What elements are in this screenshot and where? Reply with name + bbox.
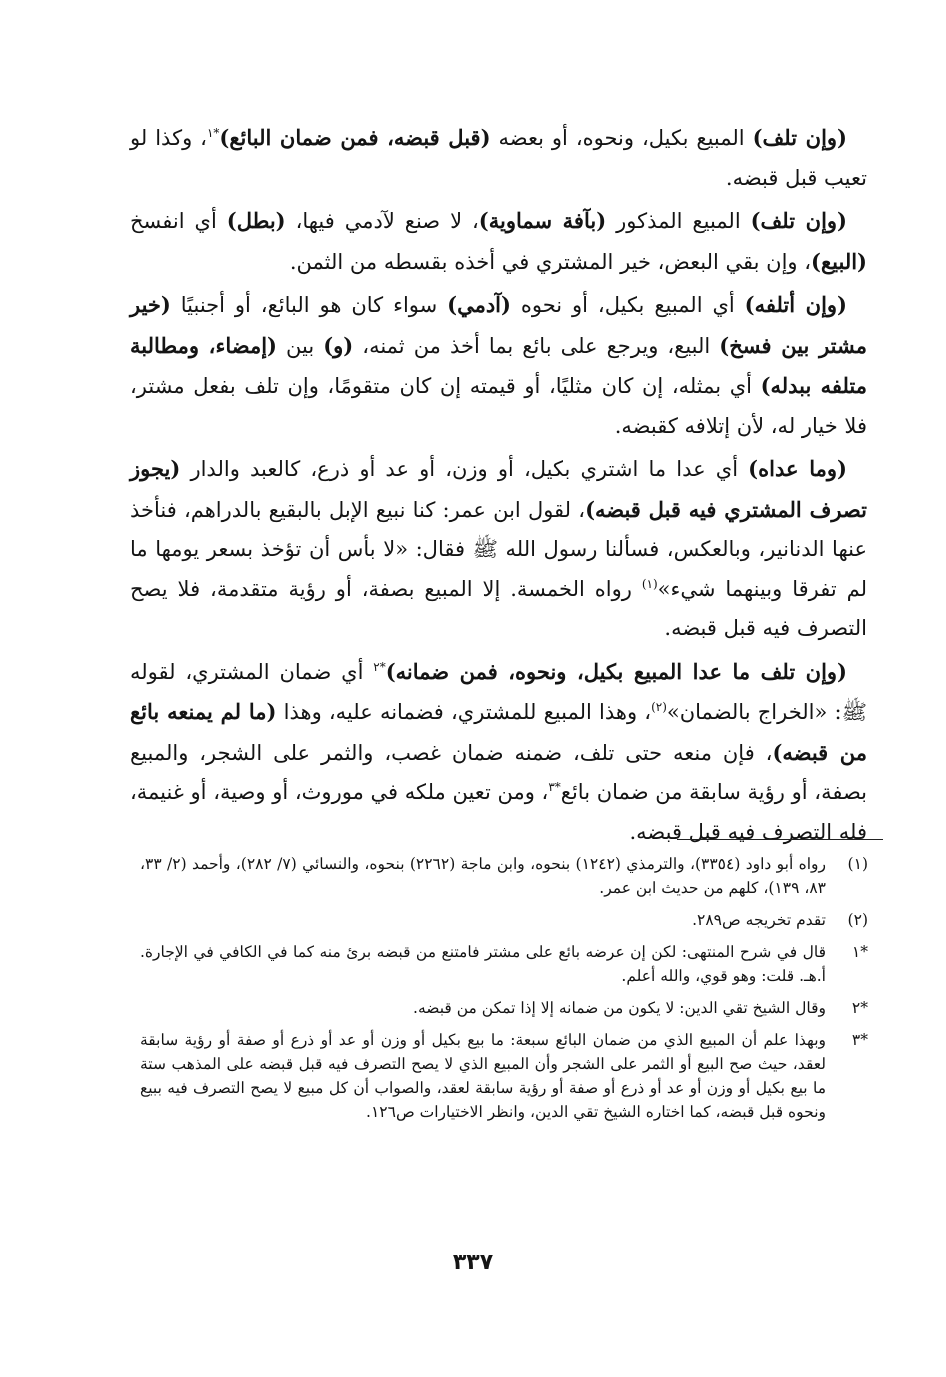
footnote-text: قال في شرح المنتهى: لكن إن عرضه بائع على مشتر فامتنع من قبضه برئ منه كما في الكافي في الإجارة. أ.هـ. قلت: وهو قوي، والله أعلم. bbox=[140, 943, 826, 985]
sharh-text: أي ضمان المشتري، لقوله ﷺ: «الخراج بالضمان» bbox=[130, 659, 867, 724]
note-reference: *١ bbox=[206, 126, 220, 140]
sharh-text: أي بمثله، إن كان مثليًا، أو قيمته إن كان متقومًا، وإن تلف بفعل مشتر، فلا خيار له، لأن إتلافه كقبضه. bbox=[130, 374, 867, 438]
matn-text: (إمضاء، ومطالبة متلفه ببدله) bbox=[130, 332, 867, 398]
sharh-text: رواه الخمسة. إلا المبيع بصفة، أو رؤية متقدمة، فلا يصح التصرف فيه قبل قبضه. bbox=[130, 576, 867, 640]
paragraph bbox=[130, 201, 867, 282]
paragraph bbox=[130, 652, 867, 853]
sharh-text: البيع، ويرجع على بائع بما أخذ من ثمنه، bbox=[353, 333, 720, 358]
sharh-text: المبيع المذكور bbox=[606, 209, 751, 233]
footnotes bbox=[140, 852, 876, 1132]
sharh-text: ، وكذا لو تعيب قبل قبضه. bbox=[130, 126, 867, 190]
matn-text: (وإن أتلفه) bbox=[744, 292, 847, 317]
footnote-mark: *١ bbox=[851, 943, 868, 961]
footnote-mark: (١) bbox=[847, 855, 868, 873]
sharh-text: أي انفسخ bbox=[130, 209, 227, 233]
sharh-text: المبيع بكيل، ونحوه، أو بعضه bbox=[490, 126, 753, 150]
matn-text: (وإن تلف ما عدا المبيع بكيل، ونحوه، فمن ضمانه) bbox=[385, 658, 847, 684]
sharh-text: ، وهذا المبيع للمشتري، فضمانه عليه، وهذا bbox=[276, 700, 652, 724]
note-reference: *٢ bbox=[373, 659, 386, 674]
sharh-text: سواء كان هو البائع، أو أجنبيًا bbox=[170, 293, 448, 317]
matn-text: (البيع) bbox=[811, 248, 867, 274]
paragraph bbox=[130, 285, 867, 446]
matn-text: (وإن تلف) bbox=[750, 208, 847, 233]
sharh-text: ، فإن منعه حتى تلف، ضمنه ضمان غصب، والثمر على الشجر، والمبيع بصفة، أو رؤية سابقة من ضمان بائع bbox=[130, 740, 868, 804]
footnote bbox=[140, 908, 876, 932]
main-text bbox=[130, 118, 867, 855]
sharh-text: ، وإن بقي البعض، خير المشتري في أخذه بقسطه من الثمن. bbox=[289, 249, 812, 274]
footnote bbox=[140, 996, 876, 1020]
footnote-mark: (٢) bbox=[847, 911, 868, 929]
matn-text: (وإن تلف) bbox=[752, 125, 847, 150]
matn-text: (بطل) bbox=[226, 208, 286, 233]
sharh-text: ، ومن تعين ملكه في موروث، أو وصية، أو غنيمة، فله التصرف فيه قبل قبضه. bbox=[130, 780, 867, 844]
matn-text: (خير مشتر بين فسخ) bbox=[130, 292, 867, 358]
sharh-text: ، لقول ابن عمر: كنا نبيع الإبل بالبقيع بالدراهم، فنأخذ عنها الدنانير، وبالعكس، فسألنا رسول الله ﷺ فقال: «لا بأس أن تؤخذ بسعر يومها ما لم تفرقا وبينهما شيء» bbox=[130, 497, 868, 601]
note-reference: (١) bbox=[641, 576, 658, 591]
paragraph bbox=[130, 118, 867, 198]
sharh-text: بين bbox=[276, 333, 324, 358]
footnote bbox=[140, 1028, 876, 1124]
note-reference: *٣ bbox=[548, 780, 561, 794]
footnote-mark: *٣ bbox=[851, 1031, 868, 1049]
footnote-text: وبهذا علم أن المبيع الذي من ضمان البائع سبعة: ما بيع بكيل أو وزن أو عد أو ذرع أو صفة أو رؤية سابقة لعقد، حيث صح البيع أو الثمر على الشجر وأن المبيع الذي لا يصح التصرف فيه قبل قبضه على المذهب ستة ما بيع بكيل أو وزن أو عد أو ذرع أو صفة أو رؤية سابقة لعقد، والصواب أن كل مبيع لا يصح التصرف فيه ببيع ونحوه قبل قبضه، كما اختاره الشيخ تقي الدين، وانظر الاختيارات ص١٢٦. bbox=[140, 1031, 826, 1121]
footnote bbox=[140, 940, 876, 988]
matn-text: (و) bbox=[323, 332, 354, 358]
matn-text: (وما عداه) bbox=[748, 456, 847, 481]
footnote-text: رواه أبو داود (٣٣٥٤)، والترمذي (١٢٤٢) بنحوه، وابن ماجة (٢٢٦٢) بنحوه، والنسائي (٧/ ٢٨٢)، وأحمد (٢/ ٣٣، ٨٣، ١٣٩)، كلهم من حديث ابن عمر. bbox=[140, 855, 827, 897]
matn-text: (قبل قبضه، فمن ضمان البائع) bbox=[219, 125, 491, 150]
page-number: ٣٣٧ bbox=[452, 1250, 494, 1275]
matn-text: (ما لم يمنعه بائع من قبضه) bbox=[130, 699, 868, 765]
matn-text: (بآفة سماوية) bbox=[478, 208, 607, 233]
paragraph bbox=[130, 449, 867, 649]
footnote-divider bbox=[677, 839, 883, 840]
matn-text: (آدمي) bbox=[447, 292, 511, 317]
note-reference: (٢) bbox=[651, 700, 667, 714]
sharh-text: أي عدا ما اشتري بكيل، أو وزن، أو عد أو ذرع، كالعبد والدار bbox=[180, 457, 749, 481]
sharh-text: ، لا صنع لآدمي فيها، bbox=[285, 209, 479, 233]
footnote-text: وقال الشيخ تقي الدين: لا يكون من ضمانه إلا إذا تمكن من قبضه. bbox=[413, 999, 826, 1017]
matn-text: (يجوز تصرف المشتري فيه قبل قبضه) bbox=[130, 456, 867, 522]
footnote bbox=[140, 852, 876, 900]
footnote-mark: *٢ bbox=[851, 999, 868, 1017]
footnote-text: تقدم تخريجه ص٢٨٩. bbox=[692, 911, 826, 929]
sharh-text: أي المبيع بكيل، أو نحوه bbox=[510, 293, 745, 317]
